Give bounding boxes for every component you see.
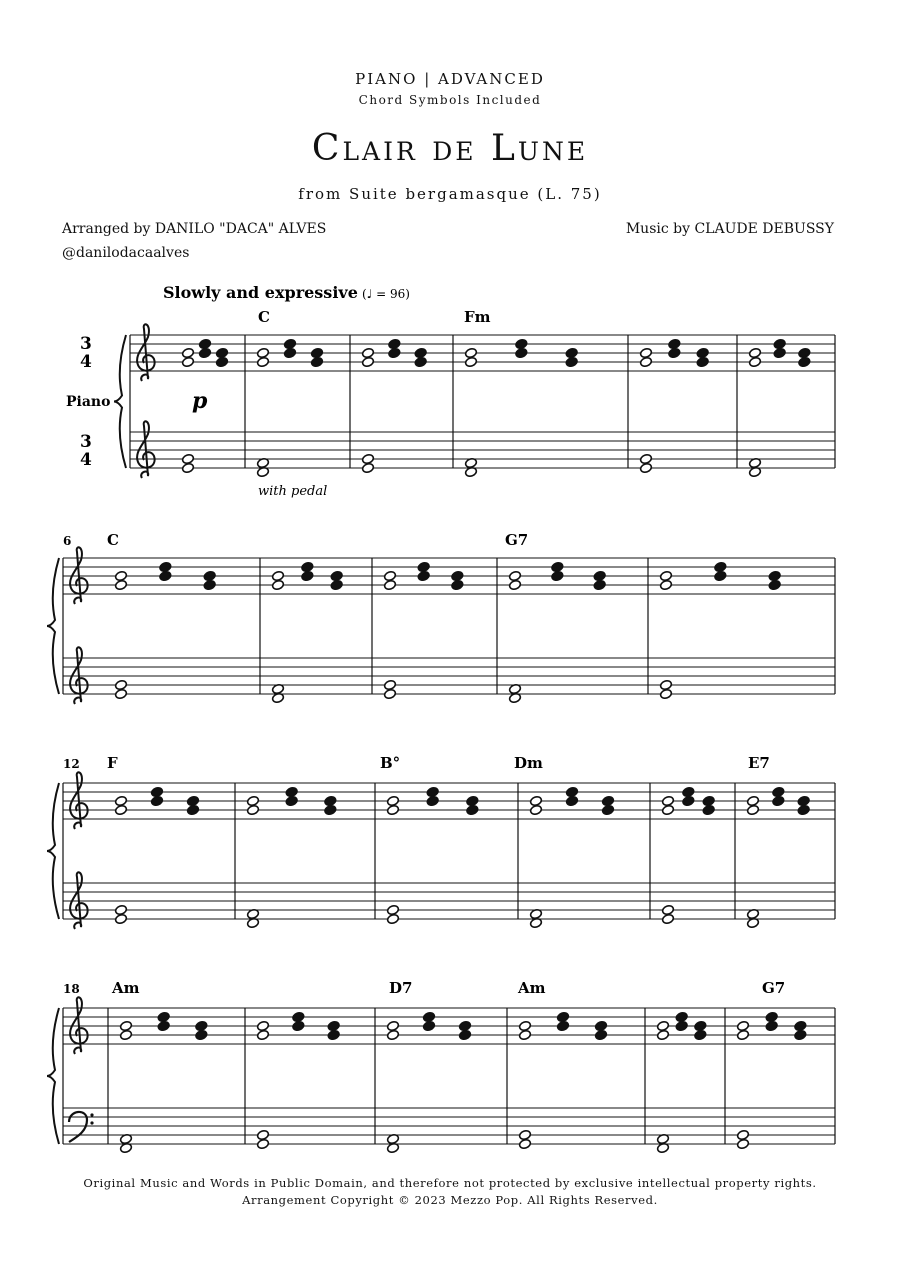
notehead — [464, 347, 477, 358]
notehead — [451, 579, 464, 590]
notehead — [157, 1020, 170, 1031]
notehead — [198, 347, 211, 358]
notehead — [386, 1029, 399, 1040]
notehead — [256, 356, 269, 367]
notehead — [383, 579, 396, 590]
notehead — [203, 579, 216, 590]
dynamic-marking: p — [192, 388, 208, 414]
chord-symbol: B° — [380, 754, 401, 772]
notehead — [696, 356, 709, 367]
notehead — [675, 1020, 688, 1031]
notehead — [694, 1029, 707, 1040]
chord-symbol: G7 — [505, 531, 529, 549]
notehead — [292, 1011, 305, 1022]
notehead — [659, 679, 672, 690]
notehead — [426, 795, 439, 806]
notehead — [451, 570, 464, 581]
notehead — [361, 453, 374, 464]
notehead — [551, 561, 564, 572]
notehead — [736, 1138, 749, 1149]
notehead — [256, 1029, 269, 1040]
notehead — [417, 561, 430, 572]
arranger-handle: @danilodacaalves — [62, 245, 190, 261]
notehead — [601, 795, 614, 806]
notehead — [361, 356, 374, 367]
notehead — [285, 786, 298, 797]
notehead — [426, 786, 439, 797]
staff-engraving — [47, 324, 835, 1153]
chord-symbol: C — [258, 308, 270, 326]
notehead — [464, 356, 477, 367]
notehead — [114, 804, 127, 815]
notehead — [518, 1020, 531, 1031]
notehead — [668, 347, 681, 358]
notehead — [656, 1029, 669, 1040]
notehead — [601, 804, 614, 815]
notehead — [639, 356, 652, 367]
notehead — [529, 795, 542, 806]
notehead — [386, 1020, 399, 1031]
notehead — [327, 1029, 340, 1040]
composer-credit: Music by CLAUDE DEBUSSY — [625, 221, 834, 237]
notehead — [659, 579, 672, 590]
notehead — [383, 688, 396, 699]
notehead — [388, 347, 401, 358]
chord-symbol: D7 — [389, 979, 413, 997]
notehead — [661, 913, 674, 924]
chord-symbol: F — [107, 754, 118, 772]
notehead — [324, 804, 337, 815]
pedal-instruction: with pedal — [258, 484, 328, 499]
chord-symbol: Dm — [514, 754, 543, 772]
notehead — [157, 1011, 170, 1022]
bass-clef-dot — [90, 1113, 93, 1116]
notehead — [422, 1020, 435, 1031]
chord-symbols-note: Chord Symbols Included — [358, 93, 542, 107]
notehead — [181, 462, 194, 473]
notehead — [246, 795, 259, 806]
notehead — [310, 356, 323, 367]
notehead — [798, 347, 811, 358]
notehead — [383, 679, 396, 690]
notehead — [529, 804, 542, 815]
bass-clef-icon — [69, 1112, 87, 1142]
notehead — [198, 338, 211, 349]
notehead — [565, 786, 578, 797]
chord-symbol: Am — [112, 979, 140, 997]
notehead — [518, 1129, 531, 1140]
notehead — [301, 570, 314, 581]
notehead — [283, 338, 296, 349]
measure-number: 6 — [63, 534, 72, 548]
notehead — [639, 462, 652, 473]
notehead — [773, 338, 786, 349]
notehead — [256, 1129, 269, 1140]
notehead — [714, 561, 727, 572]
tempo-value: (♩ = 96) — [362, 287, 410, 301]
notehead — [746, 795, 759, 806]
notehead — [773, 347, 786, 358]
notehead — [768, 579, 781, 590]
chord-symbol: G7 — [762, 979, 786, 997]
notehead — [150, 795, 163, 806]
notehead — [594, 1029, 607, 1040]
time-sig-top-treble: 3 — [80, 334, 92, 354]
notehead — [702, 795, 715, 806]
notehead — [675, 1011, 688, 1022]
notehead — [215, 356, 228, 367]
chord-symbol: Am — [518, 979, 546, 997]
notehead — [661, 904, 674, 915]
notehead — [736, 1129, 749, 1140]
notehead — [639, 453, 652, 464]
bass-clef-dot — [90, 1121, 93, 1124]
notehead — [388, 338, 401, 349]
notehead — [195, 1020, 208, 1031]
notehead — [798, 356, 811, 367]
notehead — [114, 688, 127, 699]
notehead — [186, 795, 199, 806]
notehead — [565, 795, 578, 806]
notehead — [659, 688, 672, 699]
chord-symbol: E7 — [748, 754, 770, 772]
notehead — [114, 913, 127, 924]
notehead — [797, 804, 810, 815]
notehead — [256, 1138, 269, 1149]
notehead — [661, 795, 674, 806]
time-sig-top-bass: 3 — [80, 432, 92, 452]
copyright-line: Original Music and Words in Public Domain, and therefore not protected by exclusive intellectual property rights. — [83, 1176, 817, 1190]
notehead — [422, 1011, 435, 1022]
notehead — [181, 347, 194, 358]
measure-number: 12 — [63, 757, 80, 771]
notehead — [114, 795, 127, 806]
notehead — [181, 356, 194, 367]
notehead — [283, 347, 296, 358]
notehead — [417, 570, 430, 581]
notehead — [361, 347, 374, 358]
arrangement-copyright: Arrangement Copyright © 2023 Mezzo Pop. All Rights Reserved. — [242, 1193, 658, 1207]
notehead — [593, 579, 606, 590]
notehead — [518, 1138, 531, 1149]
notehead — [746, 804, 759, 815]
notehead — [515, 347, 528, 358]
notehead — [551, 570, 564, 581]
piece-title: Clair de Lune — [311, 128, 589, 169]
notehead — [114, 579, 127, 590]
notehead — [285, 795, 298, 806]
notehead — [383, 570, 396, 581]
notehead — [714, 570, 727, 581]
notehead — [748, 347, 761, 358]
notehead — [765, 1011, 778, 1022]
notehead — [271, 570, 284, 581]
notehead — [181, 453, 194, 464]
notehead — [508, 579, 521, 590]
notehead — [186, 804, 199, 815]
notehead — [565, 347, 578, 358]
notehead — [682, 786, 695, 797]
notehead — [361, 462, 374, 473]
notehead — [797, 795, 810, 806]
notehead — [310, 347, 323, 358]
notehead — [772, 786, 785, 797]
notehead — [386, 804, 399, 815]
notehead — [324, 795, 337, 806]
notehead — [215, 347, 228, 358]
system-brace — [47, 1008, 59, 1144]
notehead — [518, 1029, 531, 1040]
time-sig-bottom-bass: 4 — [80, 450, 92, 470]
notehead — [736, 1020, 749, 1031]
notehead — [508, 570, 521, 581]
notehead — [682, 795, 695, 806]
notehead — [772, 795, 785, 806]
notehead — [114, 679, 127, 690]
notehead — [330, 579, 343, 590]
notehead — [150, 786, 163, 797]
notehead — [256, 1020, 269, 1031]
chord-symbol: Fm — [464, 308, 491, 326]
piece-subtitle: from Suite bergamasque (L. 75) — [298, 185, 602, 203]
notehead — [458, 1020, 471, 1031]
notehead — [256, 347, 269, 358]
chord-symbol: C — [107, 531, 119, 549]
notehead — [702, 804, 715, 815]
notehead — [668, 338, 681, 349]
arranger-credit: Arranged by DANILO "DACA" ALVES — [62, 221, 327, 237]
notehead — [794, 1020, 807, 1031]
system-brace — [114, 335, 126, 468]
measure-number: 18 — [63, 982, 80, 996]
notehead — [386, 904, 399, 915]
notehead — [386, 913, 399, 924]
notehead — [515, 338, 528, 349]
notehead — [466, 804, 479, 815]
notehead — [694, 1020, 707, 1031]
notehead — [556, 1011, 569, 1022]
notehead — [159, 570, 172, 581]
notehead — [661, 804, 674, 815]
notehead — [195, 1029, 208, 1040]
instrument-label: Piano — [66, 394, 111, 410]
notehead — [794, 1029, 807, 1040]
notehead — [659, 570, 672, 581]
notehead — [656, 1020, 669, 1031]
notehead — [301, 561, 314, 572]
notehead — [330, 570, 343, 581]
notehead — [556, 1020, 569, 1031]
time-sig-bottom-treble: 4 — [80, 352, 92, 372]
notehead — [159, 561, 172, 572]
system-brace — [47, 558, 59, 694]
notehead — [327, 1020, 340, 1031]
notehead — [119, 1029, 132, 1040]
notehead — [203, 570, 216, 581]
notehead — [386, 795, 399, 806]
notehead — [768, 570, 781, 581]
notehead — [292, 1020, 305, 1031]
notehead — [696, 347, 709, 358]
notehead — [748, 356, 761, 367]
notehead — [458, 1029, 471, 1040]
notehead — [271, 579, 284, 590]
notehead — [565, 356, 578, 367]
notehead — [246, 804, 259, 815]
notehead — [466, 795, 479, 806]
notehead — [639, 347, 652, 358]
notehead — [765, 1020, 778, 1031]
notehead — [119, 1020, 132, 1031]
notehead — [114, 570, 127, 581]
notehead — [594, 1020, 607, 1031]
notehead — [414, 347, 427, 358]
notehead — [414, 356, 427, 367]
difficulty-level: PIANO | ADVANCED — [355, 70, 545, 88]
notehead — [593, 570, 606, 581]
tempo-marking: Slowly and expressive — [163, 283, 358, 302]
notehead — [736, 1029, 749, 1040]
notehead — [114, 904, 127, 915]
system-brace — [47, 783, 59, 919]
